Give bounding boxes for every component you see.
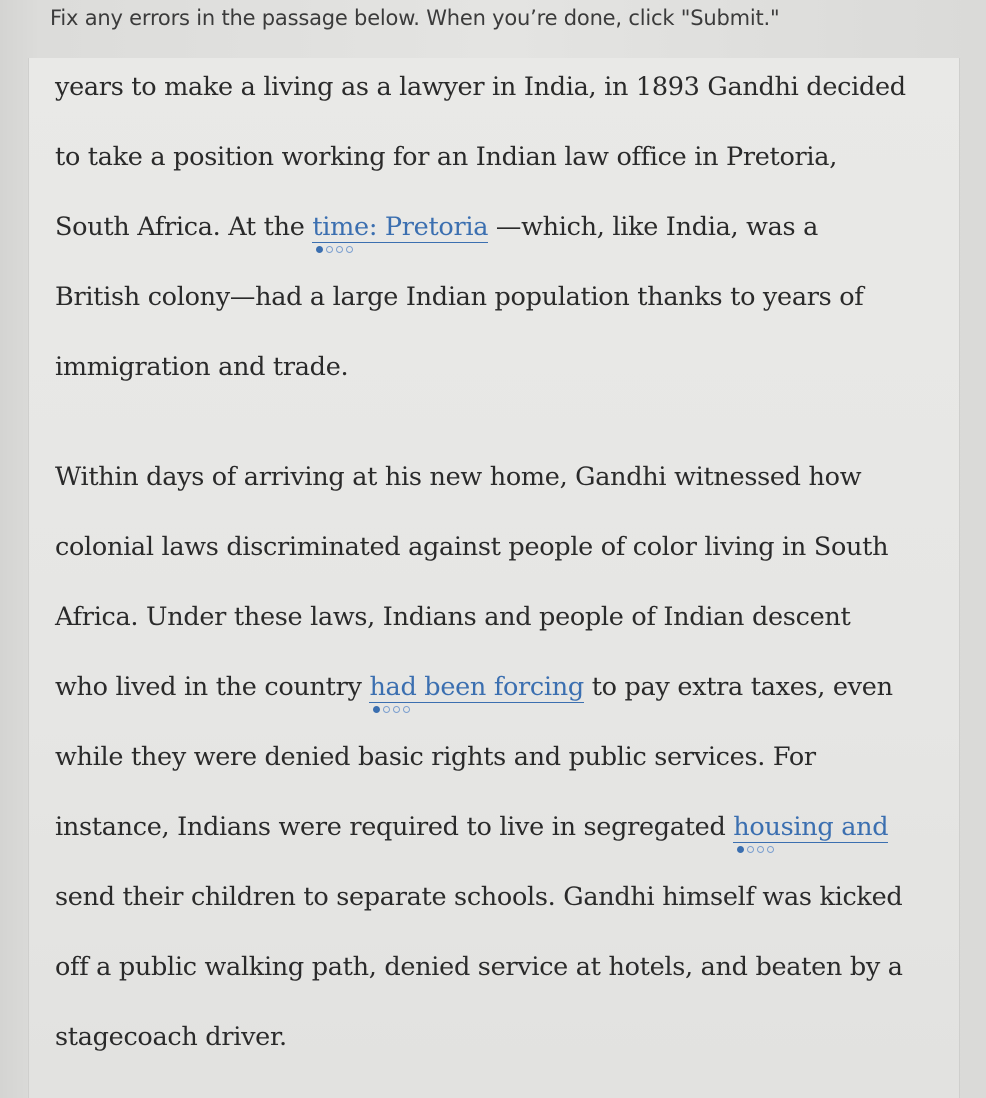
fix-item-housing-and[interactable] xyxy=(733,812,888,842)
fix-item-time-pretoria-text: time: Pretoria xyxy=(312,212,489,242)
passage-line-11 xyxy=(55,812,888,842)
choice-dot xyxy=(346,246,353,253)
passage-line-9 xyxy=(55,672,893,702)
answer-choice-dots xyxy=(737,846,774,853)
choice-dot xyxy=(336,246,343,253)
choice-dot-selected xyxy=(737,846,744,853)
passage-line-4: British colony—had a large Indian population thanks to years of xyxy=(55,282,864,312)
choice-dot xyxy=(747,846,754,853)
fix-item-housing-and-text: housing and xyxy=(733,812,889,842)
passage-line-14: stagecoach driver. xyxy=(55,1022,287,1052)
passage-panel xyxy=(28,58,960,1098)
choice-dot xyxy=(326,246,333,253)
line-3-after: —which, like India, was a xyxy=(488,212,819,242)
line-3-before: South Africa. At the xyxy=(55,212,313,242)
choice-dot xyxy=(757,846,764,853)
line-9-after: to pay extra taxes, even xyxy=(583,672,893,702)
choice-dot xyxy=(393,706,400,713)
choice-dot-selected xyxy=(373,706,380,713)
fix-item-time-pretoria[interactable] xyxy=(312,212,488,242)
fix-item-had-been-forcing-text: had been forcing xyxy=(369,672,584,702)
choice-dot-selected xyxy=(316,246,323,253)
fix-item-had-been-forcing[interactable] xyxy=(369,672,583,702)
passage-line-2: to take a position working for an Indian law office in Pretoria, xyxy=(55,142,837,172)
passage-line-5: immigration and trade. xyxy=(55,352,349,382)
answer-choice-dots xyxy=(373,706,410,713)
passage-line-7: colonial laws discriminated against people of color living in South xyxy=(55,532,889,562)
choice-dot xyxy=(383,706,390,713)
passage-line-3 xyxy=(55,212,818,242)
choice-dot xyxy=(403,706,410,713)
line-11-before: instance, Indians were required to live in segregated xyxy=(55,812,734,842)
answer-choice-dots xyxy=(316,246,353,253)
passage-line-13: off a public walking path, denied service at hotels, and beaten by a xyxy=(55,952,903,982)
line-9-before: who lived in the country xyxy=(55,672,370,702)
choice-dot xyxy=(767,846,774,853)
passage-line-12: send their children to separate schools. Gandhi himself was kicked xyxy=(55,882,903,912)
instructions-text: Fix any errors in the passage below. When you’re done, click "Submit." xyxy=(50,6,780,30)
passage-line-6: Within days of arriving at his new home, Gandhi witnessed how xyxy=(55,462,862,492)
passage-line-10: while they were denied basic rights and public services. For xyxy=(55,742,816,772)
passage-line-8: Africa. Under these laws, Indians and people of Indian descent xyxy=(55,602,851,632)
passage-line-1: years to make a living as a lawyer in India, in 1893 Gandhi decided xyxy=(55,72,906,102)
